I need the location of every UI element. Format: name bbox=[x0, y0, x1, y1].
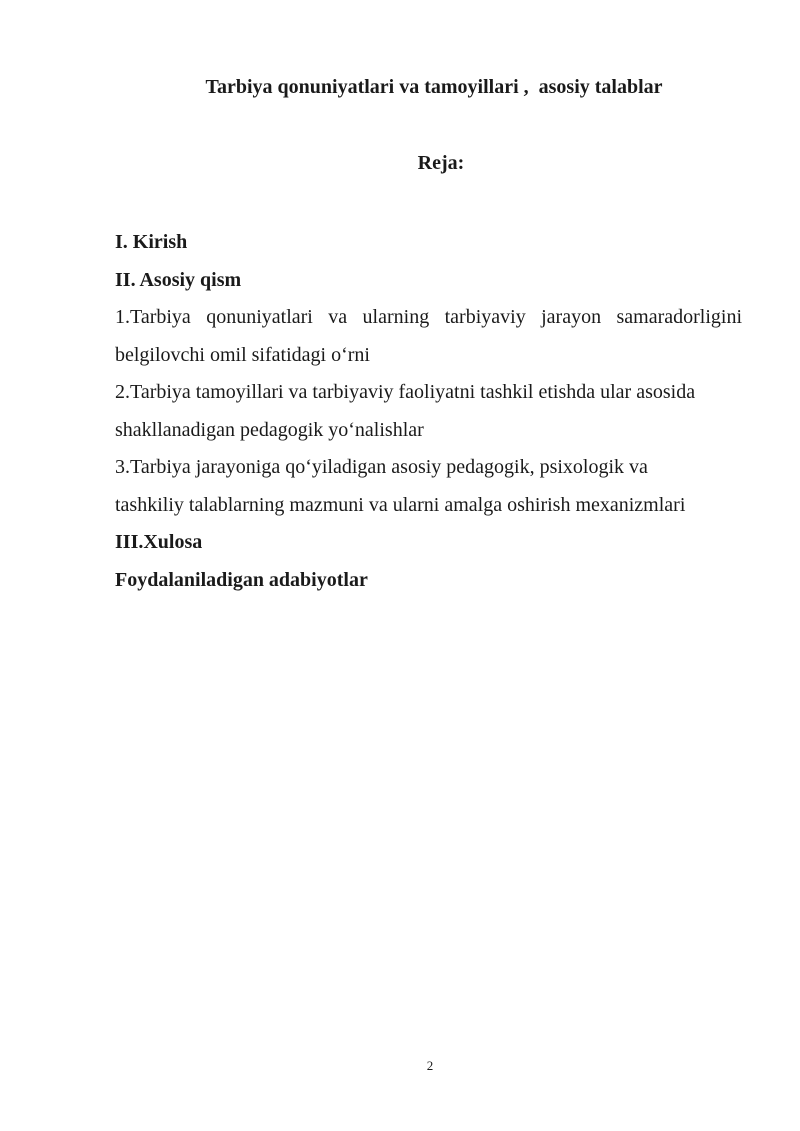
outline-item-3-line-1: 3.Tarbiya jarayoniga qo‘yiladigan asosiy pedagogik, psixologik va bbox=[115, 456, 648, 478]
outline-item-2-line-1: 2.Tarbiya tamoyillari va tarbiyaviy faoliyatni tashkil etishda ular asosida bbox=[115, 381, 696, 403]
outline-item-2-line-2: shakllanadigan pedagogik yo‘nalishlar bbox=[115, 418, 424, 441]
outline-item-1-line-1: 1.Tarbiya qonuniyatlari va ularning tarbiyaviy jarayon samaradorligini bbox=[115, 306, 742, 328]
outline-item-3-line-2: tashkiliy talablarning mazmuni va ularni amalga oshirish mexanizmlari bbox=[115, 493, 686, 516]
page-number: 2 bbox=[426, 1058, 434, 1073]
document-title: Tarbiya qonuniyatlari va tamoyillari , asosiy talablar bbox=[205, 76, 663, 98]
plan-heading: Reja: bbox=[417, 152, 465, 174]
outline-references: Foydalaniladigan adabiyotlar bbox=[115, 568, 368, 591]
outline-item-1-line-2: belgilovchi omil sifatidagi o‘rni bbox=[115, 343, 370, 366]
outline-list bbox=[115, 224, 742, 599]
outline-main-part: II. Asosiy qism bbox=[115, 268, 242, 291]
outline-intro: I. Kirish bbox=[115, 231, 188, 253]
outline-conclusion: III.Xulosa bbox=[115, 531, 203, 553]
